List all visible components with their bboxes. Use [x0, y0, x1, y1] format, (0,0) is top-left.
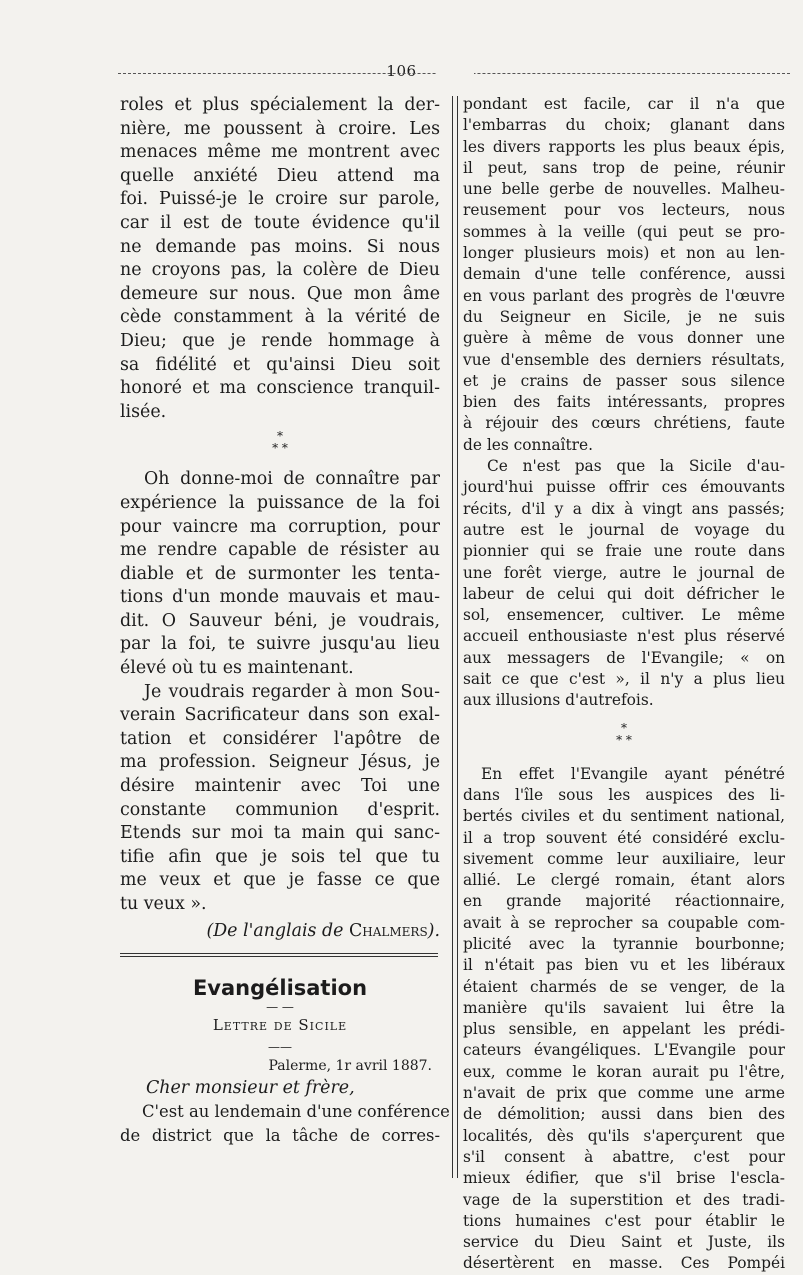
text-line: bertés civiles et du sentiment national,	[463, 807, 785, 826]
text-line: à réjouir des cœurs chrétiens, faute	[463, 414, 785, 433]
text-line: dit. O Sauveur béni, je voudrais,	[120, 610, 440, 631]
text-line: labeur de celui qui doit défricher le	[463, 584, 785, 603]
text-line: s'il consent à abattre, c'est pour	[463, 1147, 785, 1166]
text-line: lisée.	[120, 401, 167, 422]
attribution-author: Chalmers	[348, 920, 428, 941]
text-line: désertèrent en masse. Ces Pompéi	[463, 1254, 785, 1273]
text-line: nière, me poussent à croire. Les	[120, 118, 440, 139]
text-line: vage de la superstition et des tradi-	[463, 1190, 785, 1209]
section-separator	[120, 953, 438, 957]
text-line: car il est de toute évidence qu'il	[120, 212, 440, 233]
text-line: par la foi, te suivre jusqu'au lieu	[120, 634, 440, 655]
text-line: jourd'hui puisse offrir ces émouvants	[463, 478, 785, 497]
text-line: récits, d'il y a dix à vingt ans passés;	[463, 499, 785, 518]
text-line: quelle anxiété Dieu attend ma	[120, 165, 440, 186]
header-rule	[118, 73, 790, 74]
text-line: pionnier qui se fraie une route dans	[463, 542, 785, 561]
text-line: honoré et ma conscience tranquil-	[120, 378, 440, 399]
text-line: reusement pour vos lecteurs, nous	[463, 201, 785, 220]
text-line: En effet l'Evangile ayant pénétré	[481, 764, 785, 783]
text-line: en vous parlant des progrès de l'œuvre	[463, 286, 785, 305]
right-column	[463, 94, 785, 1275]
text-line: autre est le journal de voyage du	[463, 520, 785, 539]
text-line: constante communion d'esprit.	[120, 799, 440, 820]
text-line: service du Dieu Saint et Juste, ils	[463, 1233, 785, 1252]
text-line: de district que la tâche de corres-	[120, 1125, 440, 1145]
text-line: plus sensible, en appelant les prédi-	[463, 1020, 785, 1039]
text-line: une belle gerbe de nouvelles. Malheu-	[463, 180, 785, 199]
text-line: Etends sur moi ta main qui sanc-	[120, 823, 440, 844]
dateline: Palerme, 1r avril 1887.	[268, 1057, 432, 1074]
text-line: du Seigneur en Sicile, je ne suis	[463, 307, 785, 326]
text-line: me veux et que je fasse ce que	[120, 870, 440, 891]
paragraph	[463, 456, 785, 712]
text-line: élevé où tu es maintenant.	[120, 658, 354, 679]
text-line: roles et plus spécialement la der-	[120, 95, 440, 115]
text-line: ma profession. Seigneur Jésus, je	[120, 752, 440, 773]
text-line: en grande majorité réactionnaire,	[463, 892, 785, 911]
text-line: diable et de surmonter les tenta-	[120, 563, 440, 584]
text-line: accueil enthousiaste n'est plus réservé	[463, 627, 785, 646]
text-line: Oh donne-moi de connaître par	[144, 469, 440, 490]
left-column	[120, 94, 450, 1147]
text-line: vue d'ensemble des derniers résultats,	[463, 350, 785, 369]
text-line: n'avait de prix que comme une arme	[463, 1084, 785, 1103]
text-line: tions humaines c'est pour établir le	[463, 1211, 785, 1230]
salutation: Cher monsieur et frère,	[146, 1077, 355, 1098]
text-line: tu veux ».	[120, 894, 207, 914]
text-line: désire maintenir avec Toi une	[120, 776, 440, 797]
text-line: pondant est facile, car il n'a que	[463, 95, 785, 113]
text-line: foi. Puissé-je le croire sur parole,	[120, 189, 440, 210]
text-line: tions d'un monde mauvais et mau-	[120, 587, 440, 608]
text-line: plicité avec la tyrannie bourbonne;	[463, 934, 785, 953]
text-line: sait ce que c'est », il n'y a plus lieu	[463, 670, 785, 689]
text-line: dans l'île sous les auspices des li-	[463, 785, 785, 804]
attribution	[120, 919, 440, 943]
paragraph	[120, 94, 440, 424]
text-line: l'embarras du choix; glanant dans	[463, 116, 785, 135]
section-title: Evangélisation	[192, 975, 368, 1000]
asterism-divider: * * *	[616, 720, 632, 747]
text-line: étaient charmés de se venger, de la	[463, 977, 785, 996]
text-line: eux, comme le koran aurait pu l'être,	[463, 1062, 785, 1081]
text-line: manière qu'ils savaient lui être la	[463, 998, 785, 1017]
paragraph	[120, 468, 440, 680]
text-line: sol, ensemencer, cultiver. Le même	[463, 606, 785, 625]
asterism-divider: * * *	[272, 429, 288, 456]
small-dash-divider: — —	[266, 999, 294, 1014]
paragraph	[120, 1100, 450, 1147]
text-line: bien des faits intéressants, propres	[463, 393, 785, 412]
text-line: aux illusions d'autrefois.	[463, 691, 654, 710]
small-dash-divider: ——	[268, 1039, 292, 1054]
page-number: 106	[386, 62, 417, 80]
text-line: sivement comme leur auxiliaire, leur	[463, 849, 785, 868]
text-line: sa fidélité et qu'ainsi Dieu soit	[120, 354, 440, 375]
text-line: localités, dès qu'ils s'aperçurent que	[463, 1126, 785, 1145]
text-line: avait à se reprocher sa coupable com-	[463, 913, 785, 932]
text-line: cède constamment à la vérité de	[120, 307, 440, 328]
text-line: il n'était pas bien vu et les libéraux	[463, 956, 785, 975]
attribution-suffix: ).	[427, 920, 440, 941]
subheading: Lettre de Sicile	[212, 1015, 348, 1034]
text-line: les divers rapports les plus beaux épis,	[463, 137, 785, 156]
text-line: pour vaincre ma corruption, pour	[120, 516, 440, 537]
text-line: il a trop souvent été considéré exclu-	[463, 828, 785, 847]
text-line: me rendre capable de résister au	[120, 540, 440, 561]
text-line: C'est au lendemain d'une conférence	[142, 1102, 450, 1122]
text-line: une forêt vierge, autre le journal de	[463, 563, 785, 582]
text-line: de démolition; aussi dans bien des	[463, 1105, 785, 1124]
text-line: longer plusieurs mois) et non au len-	[463, 244, 785, 263]
text-line: tation et considérer l'apôtre de	[120, 728, 440, 749]
text-line: verain Sacrificateur dans son exal-	[120, 705, 440, 726]
text-line: Dieu; que je rende hommage à	[120, 330, 440, 351]
text-line: demeure sur nous. Que mon âme	[120, 283, 440, 304]
text-line: de les connaître.	[463, 435, 594, 454]
text-line: et je crains de passer sous silence	[463, 371, 785, 390]
text-line: il peut, sans trop de peine, réunir	[463, 158, 785, 177]
text-line: aux messagers de l'Evangile; « on	[463, 648, 785, 667]
text-line: ne croyons pas, la colère de Dieu	[120, 260, 440, 281]
text-line: Ce n'est pas que la Sicile d'au-	[487, 457, 785, 476]
paragraph	[463, 94, 785, 456]
text-line: expérience la puissance de la foi	[120, 492, 440, 513]
column-divider	[452, 96, 458, 1178]
text-line: tifie afin que je sois tel que tu	[120, 846, 440, 867]
paragraph	[463, 764, 785, 1275]
text-line: Je voudrais regarder à mon Sou-	[144, 681, 440, 702]
text-line: cateurs évangéliques. L'Evangile pour	[463, 1041, 785, 1060]
paragraph	[120, 681, 440, 917]
text-line: mieux édifier, que s'il brise l'escla-	[463, 1169, 785, 1188]
text-line: menaces même me montrent avec	[120, 142, 440, 163]
text-line: ne demande pas moins. Si nous	[120, 236, 440, 257]
text-line: demain d'une telle conférence, aussi	[463, 265, 785, 284]
text-line: sommes à la veille (qui peut se pro-	[463, 222, 785, 241]
attribution-prefix: (De l'anglais de	[206, 920, 344, 941]
text-line: allié. Le clergé romain, étant alors	[463, 871, 785, 890]
text-line: guère à même de vous donner une	[463, 329, 785, 348]
